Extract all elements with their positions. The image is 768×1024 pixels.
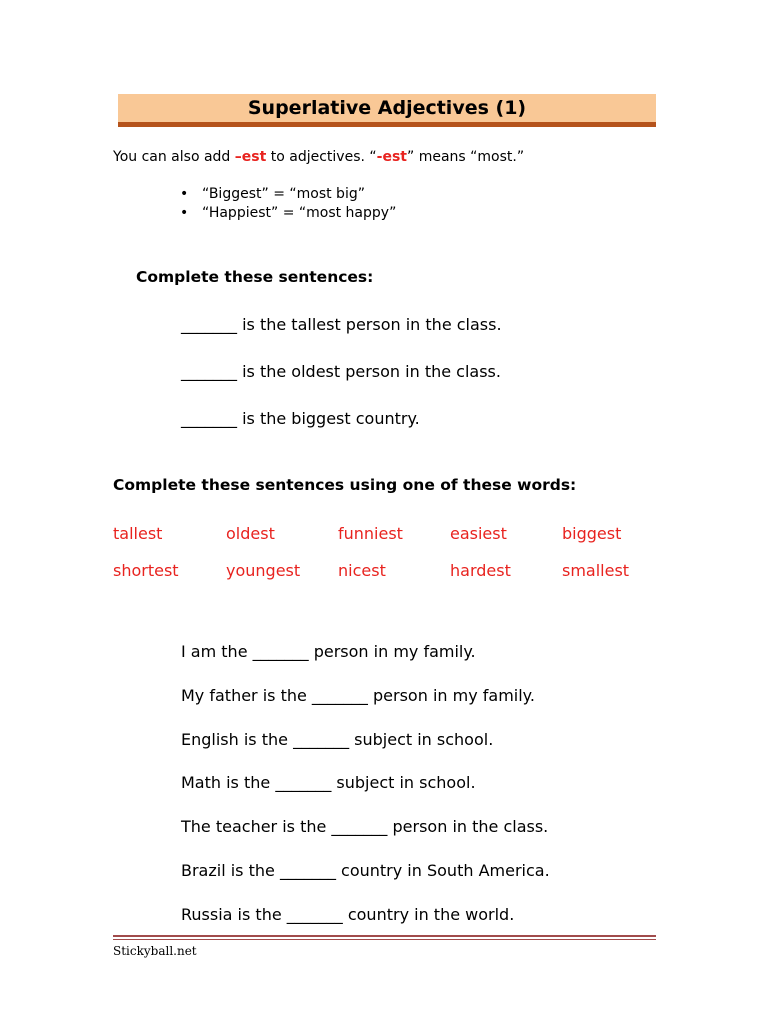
word-bank-item: tallest [113,524,163,543]
bullet-item [180,185,396,204]
section-1-heading: Complete these sentences: [136,268,374,286]
word-bank-item: biggest [562,524,622,543]
intro-part-1: You can also add [113,149,235,165]
page-title: Superlative Adjectives (1) [247,97,527,119]
word-bank-item: smallest [562,561,630,580]
intro-part-2: to adjectives. “ [266,149,377,165]
word-bank-item: oldest [226,524,275,543]
word-bank-item: funniest [338,524,403,543]
bullet-text: “Biggest” = “most big” [202,186,365,202]
section-2-sentence: Brazil is the _______ country in South America. [181,861,550,880]
bullet-list [180,185,396,223]
footer-source: Stickyball.net [113,944,197,958]
section-2-sentence: I am the _______ person in my family. [181,642,476,661]
title-underline [118,122,656,127]
bullet-text: “Happiest” = “most happy” [202,205,397,221]
bullet-dot: • [180,205,189,221]
footer-rule [113,939,656,940]
bullet-dot: • [180,186,189,202]
word-bank-item: shortest [113,561,179,580]
intro-part-3: ” means “most.” [407,149,525,165]
section-1-sentence: _______ is the tallest person in the class. [181,315,502,334]
section-2-sentence: Math is the _______ subject in school. [181,773,476,792]
section-2-sentence: My father is the _______ person in my family. [181,686,535,705]
section-2-sentence: The teacher is the _______ person in the class. [181,817,549,836]
footer-rule [113,935,656,937]
section-1-sentence: _______ is the oldest person in the class. [181,362,501,381]
word-bank-item: hardest [450,561,511,580]
section-2-sentence: English is the _______ subject in school. [181,730,494,749]
section-1-sentence: _______ is the biggest country. [181,409,420,428]
intro-highlight-1: –est [234,149,267,165]
word-bank-item: youngest [226,561,301,580]
section-2-heading: Complete these sentences using one of these words: [113,476,577,494]
section-2-sentence: Russia is the _______ country in the world. [181,905,515,924]
word-bank-item: easiest [450,524,507,543]
intro-text [113,148,524,166]
word-bank-item: nicest [338,561,386,580]
intro-highlight-2: -est [376,149,407,165]
bullet-item [180,204,396,223]
